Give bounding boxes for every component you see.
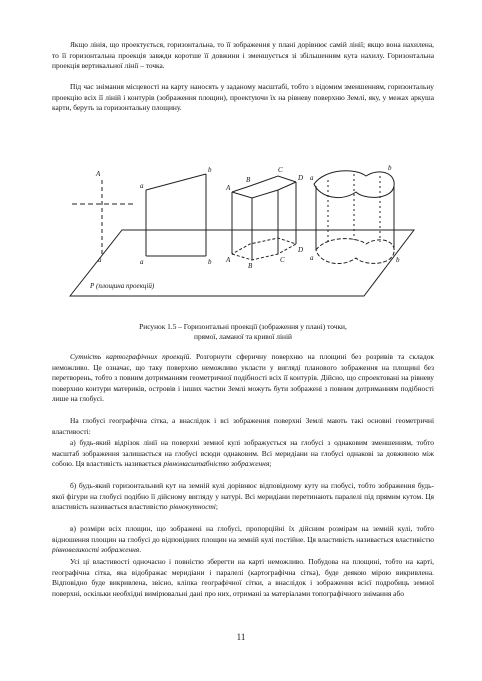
item-a-text: а) будь-який відрізок лінії на поверхні земної кулі зображується на глобусі з однаковим зменшенням, тобто масштаб зображення залишається на глобусі всюди однаковим. Всі меридіани на глобусі однакові за довжиною між собою. Ця властивість називається — [52, 438, 434, 469]
figure-label: a — [310, 254, 314, 262]
term-equal-scale: рівномасштабністю зображення — [163, 459, 270, 469]
figure-label: a — [310, 174, 314, 182]
list-item-a — [52, 438, 434, 470]
figure-label: a — [98, 256, 102, 264]
plane-label: Р (площина проекцій) — [90, 282, 155, 290]
figure-label: B — [248, 262, 253, 270]
figure-label: C — [278, 166, 283, 174]
list-item-b — [52, 481, 434, 513]
figure-label: b — [396, 256, 400, 264]
figure-label: b — [208, 166, 212, 174]
paragraph-projection-lines: Якщо лінія, що проектується, горизонтальна, то її зображення у плані дорівнює самій лінії; якщо вона нахилена, то її горизонтальна проекція завжди коротше її довжини і зменшується зі збільшенням кута нахилу. Горизонтальна проекція вертикальної лінії – точка. — [52, 40, 434, 71]
item-c-end: . — [139, 545, 142, 555]
paragraph-globe-intro: На глобусі географічна сітка, а внаслідок і всі зображення поверхні Землі мають такі основні геометричні властивості: — [52, 416, 434, 436]
paragraph-essence — [52, 352, 434, 405]
figure-label: D — [298, 246, 304, 254]
list-item-c — [52, 524, 434, 556]
caption-line-2: прямої, ламаної та кривої ліній — [193, 332, 293, 342]
term-essence: Сутність картографічних проекцій — [70, 352, 190, 361]
term-conformality: рівнокутності — [169, 502, 216, 512]
figure-label: D — [298, 174, 304, 182]
figure-label: a — [140, 258, 144, 266]
figure-horizontal-projections — [64, 146, 418, 310]
item-b-text: б) будь-який горизонтальний кут на земній кулі дорівнює відповідному куту на глобусі, тобто зображення будь-якої фігури на глобусі подібно її дійсному вигляду у натурі. Всі меридіани перетинають паралелі під прямим кутом. Ця властивість називається властивістю — [52, 481, 434, 512]
paragraph-last: Усі ці властивості одночасно і повністю зберегти на карті неможливо. Побудова на площині, тобто на карті, географічна сітка, яка відображає меридіани і паралелі (картографічна сітка), буде деякою мірою викривлена. Відповідно буде викривлена, звісно, кліпка географічної сітки, а внаслідок і зображення всієї подробиць земної поверхні, оскільки необхідні вимірювальні дані про них, отримані за матеріалами топографічного знімання або — [52, 557, 434, 598]
paragraph-surveying: Під час знімання місцевості на карту наносять у заданому масштабі, тобто з відомим зменшенням, горизонтальну проекцію всіх її ліній і контурів (зображення площин), проектуючи їх на рівневу поверхню Землі, яку, у межах аркуша карти, беруть за горизонтальну площину. — [52, 82, 434, 113]
figure-label: b — [208, 258, 212, 266]
item-a-end: ; — [269, 459, 272, 469]
item-b-end: ; — [215, 502, 218, 512]
line-ab-top — [146, 174, 206, 190]
essence-text: . Розгорнути сферичну поверхню на площині без розривів та складок неможливо. Це означає, що таку поверхню неможливо укласти у вигляді планового зображення на площині без перетворень, тобто з повним дотриманням геометричної подібності всіх її контурів. Дійсно, що спроектовані на рівневу поверхню контури материків, островів і інших частин Землі можуть бути зображені з повним дотриманням подібності лише на глобусі. — [52, 352, 434, 404]
figure-caption — [52, 322, 434, 343]
term-equal-area: рівновеликості зображення — [52, 545, 140, 555]
item-c-text: в) розміри всіх площин, що зображені на глобусі, пропорційні їх дійсним розмірам на земній кулі, тобто відношення площин на глобусі до відповідних площин на земній кулі постійне. Ця властивість називається властивістю — [52, 524, 434, 544]
figure-label: A — [226, 256, 231, 264]
figure-label: b — [388, 164, 392, 172]
figure-label: A — [96, 170, 101, 178]
caption-line-1: Рисунок 1.5 – Горизонтальні проекції (зображення у плані) точки, — [139, 322, 347, 331]
figure-label: A — [226, 184, 231, 192]
figure-label: B — [246, 176, 251, 184]
page-number: 11 — [236, 632, 246, 642]
figure-label: a — [140, 182, 144, 190]
figure-label: C — [280, 256, 285, 264]
